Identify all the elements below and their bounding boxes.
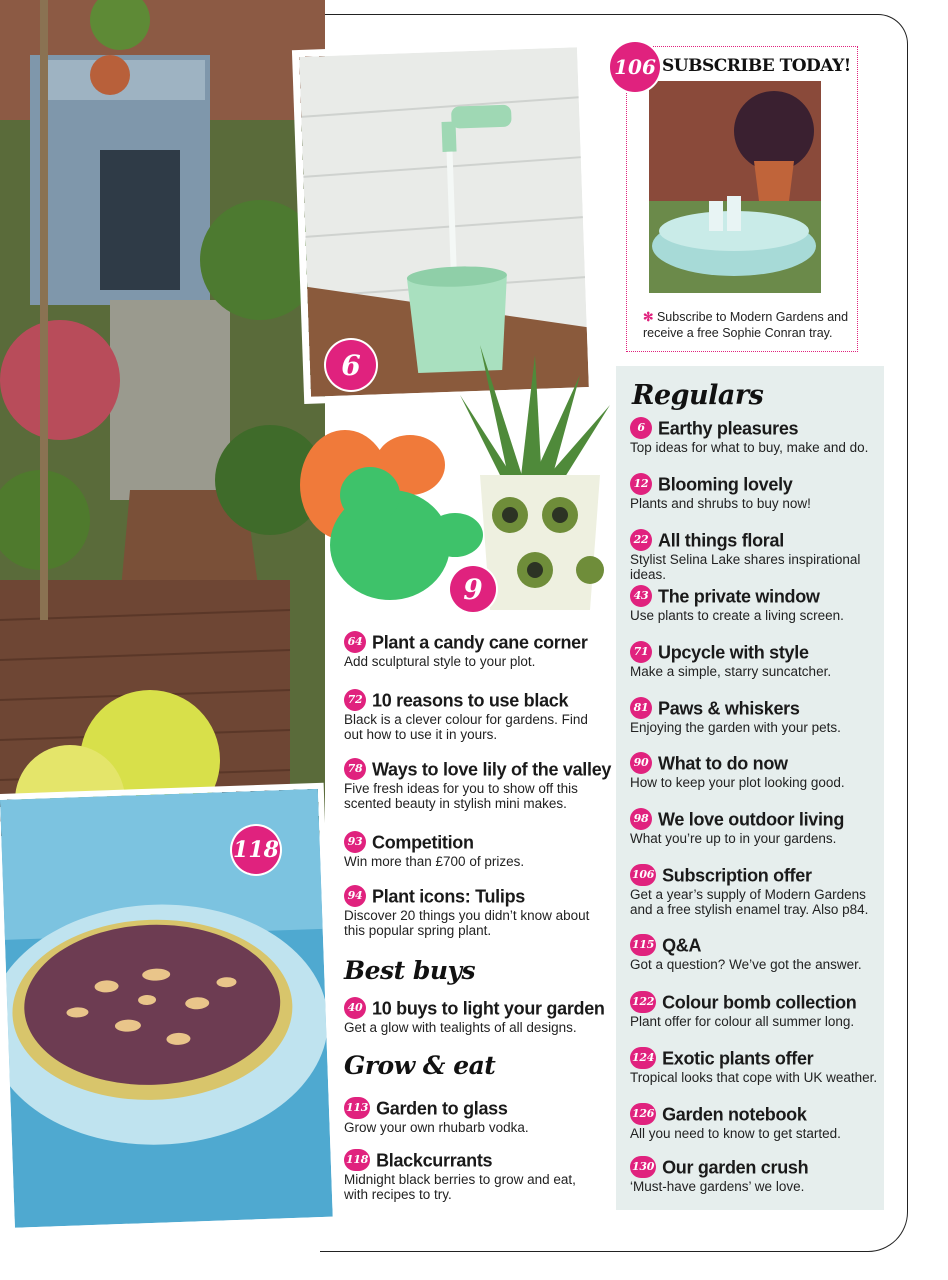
feature-item[interactable]: [344, 757, 612, 812]
regulars-desc: Tropical looks that cope with UK weather.: [630, 1070, 878, 1086]
regulars-item[interactable]: [630, 528, 880, 582]
feature-item[interactable]: [344, 688, 602, 742]
asterisk-icon: ✻: [643, 310, 654, 324]
subscribe-caption-text: Subscribe to Modern Gardens and receive a free Sophie Conran tray.: [643, 310, 849, 340]
feature-title: Ways to love lily of the valley: [372, 759, 612, 780]
feature-title: Plant a candy cane corner: [372, 632, 588, 653]
page-number: 106: [630, 864, 656, 886]
regulars-item[interactable]: [630, 990, 880, 1029]
regulars-desc: Top ideas for what to buy, make and do.: [630, 440, 869, 456]
regulars-item[interactable]: [630, 584, 880, 623]
page-number: 72: [344, 689, 366, 711]
feature-item[interactable]: [344, 630, 614, 669]
page-number: 98: [630, 808, 652, 830]
regulars-desc: How to keep your plot looking good.: [630, 775, 845, 791]
feature-title: 10 reasons to use black: [372, 690, 569, 711]
regulars-title: What to do now: [658, 753, 788, 774]
page-number: 113: [344, 1097, 370, 1119]
page-number: 6: [630, 417, 652, 439]
best-buys-desc: Get a glow with tealights of all designs.: [344, 1020, 577, 1036]
watering-cans-page-badge: 9: [450, 566, 496, 612]
tart-page-badge: 118: [232, 826, 280, 874]
regulars-title: Colour bomb collection: [662, 992, 857, 1013]
regulars-desc: Stylist Selina Lake shares inspirational ideas.: [630, 552, 861, 583]
feature-title: Plant icons: Tulips: [372, 886, 525, 907]
grow-eat-desc: Midnight black berries to grow and eat, with recipes to try.: [344, 1172, 576, 1203]
page-number: 43: [630, 585, 652, 607]
tap-page-badge: 6: [326, 340, 376, 390]
regulars-item[interactable]: [630, 472, 880, 511]
watering-cans-photo: [290, 335, 615, 615]
grow-eat-item[interactable]: [344, 1096, 606, 1135]
grow-eat-item[interactable]: [344, 1148, 606, 1202]
regulars-item[interactable]: [630, 416, 880, 455]
regulars-title: We love outdoor living: [658, 809, 845, 830]
page-number: 124: [630, 1047, 656, 1069]
feature-title: Competition: [372, 832, 474, 853]
regulars-desc: What you’re up to in your gardens.: [630, 831, 837, 847]
feature-item[interactable]: [344, 830, 606, 869]
page-number: 130: [630, 1156, 656, 1178]
page-number: 81: [630, 697, 652, 719]
regulars-item[interactable]: [630, 696, 880, 735]
grow-eat-heading: Grow & eat: [344, 1051, 496, 1080]
page-number: 40: [344, 997, 366, 1019]
grow-eat-title: Garden to glass: [376, 1098, 508, 1119]
best-buys-title: 10 buys to light your garden: [372, 998, 605, 1019]
regulars-item[interactable]: [630, 1102, 880, 1141]
regulars-title: Blooming lovely: [658, 474, 793, 495]
regulars-desc: Enjoying the garden with your pets.: [630, 720, 841, 736]
regulars-item[interactable]: [630, 640, 880, 679]
subscribe-box[interactable]: [626, 46, 858, 352]
page-number: 94: [344, 885, 366, 907]
regulars-item[interactable]: [630, 751, 880, 790]
page-number: 78: [344, 758, 366, 780]
regulars-desc: Make a simple, starry suncatcher.: [630, 664, 832, 680]
regulars-desc: Plant offer for colour all summer long.: [630, 1014, 855, 1030]
subscribe-page-badge: 106: [610, 42, 660, 92]
garden-photo: [0, 0, 325, 840]
regulars-heading: Regulars: [632, 380, 764, 411]
regulars-title: Our garden crush: [662, 1157, 809, 1178]
regulars-desc: Get a year’s supply of Modern Gardens and a free stylish enamel tray. Also p84.: [630, 887, 869, 918]
page-number: 71: [630, 641, 652, 663]
regulars-item[interactable]: [630, 933, 880, 972]
regulars-title: Paws & whiskers: [658, 698, 800, 719]
regulars-title: Upcycle with style: [658, 642, 809, 663]
page-number: 22: [630, 529, 652, 551]
regulars-desc: Use plants to create a living screen.: [630, 608, 844, 624]
grow-eat-title: Blackcurrants: [376, 1150, 493, 1171]
page-number: 64: [344, 631, 366, 653]
regulars-title: Q&A: [662, 935, 702, 956]
regulars-desc: Plants and shrubs to buy now!: [630, 496, 811, 512]
regulars-item[interactable]: [630, 807, 880, 846]
feature-desc: Win more than £700 of prizes.: [344, 854, 525, 870]
page-number: 12: [630, 473, 652, 495]
feature-desc: Black is a clever colour for gardens. Find out how to use it in yours.: [344, 712, 588, 743]
page-number: 93: [344, 831, 366, 853]
regulars-item[interactable]: [630, 863, 880, 917]
regulars-title: Exotic plants offer: [662, 1048, 814, 1069]
regulars-desc: ‘Must-have gardens’ we love.: [630, 1179, 805, 1195]
regulars-item[interactable]: [630, 1046, 880, 1085]
feature-desc: Add sculptural style to your plot.: [344, 654, 536, 670]
regulars-item[interactable]: [630, 1155, 880, 1194]
regulars-desc: All you need to know to get started.: [630, 1126, 841, 1142]
page-number: 118: [344, 1149, 370, 1171]
page-number: 126: [630, 1103, 656, 1125]
regulars-title: Subscription offer: [662, 865, 812, 886]
page-number: 122: [630, 991, 656, 1013]
regulars-title: All things floral: [658, 530, 784, 551]
subscribe-caption: [643, 309, 853, 341]
regulars-title: Earthy pleasures: [658, 418, 799, 439]
page-number: 90: [630, 752, 652, 774]
page-number: 115: [630, 934, 656, 956]
grow-eat-desc: Grow your own rhubarb vodka.: [344, 1120, 529, 1136]
subscribe-heading: SUBSCRIBE TODAY!: [662, 56, 851, 76]
regulars-title: The private window: [658, 586, 820, 607]
tray-photo: [649, 81, 821, 293]
regulars-title: Garden notebook: [662, 1104, 807, 1125]
feature-item[interactable]: [344, 884, 606, 938]
best-buys-heading: Best buys: [344, 956, 476, 985]
feature-desc: Discover 20 things you didn’t know about this popular spring plant.: [344, 908, 590, 939]
best-buys-item[interactable]: [344, 996, 606, 1035]
regulars-desc: Got a question? We’ve got the answer.: [630, 957, 862, 973]
tart-photo: [0, 789, 333, 1228]
feature-desc: Five fresh ideas for you to show off this scented beauty in stylish mini makes.: [344, 781, 578, 812]
